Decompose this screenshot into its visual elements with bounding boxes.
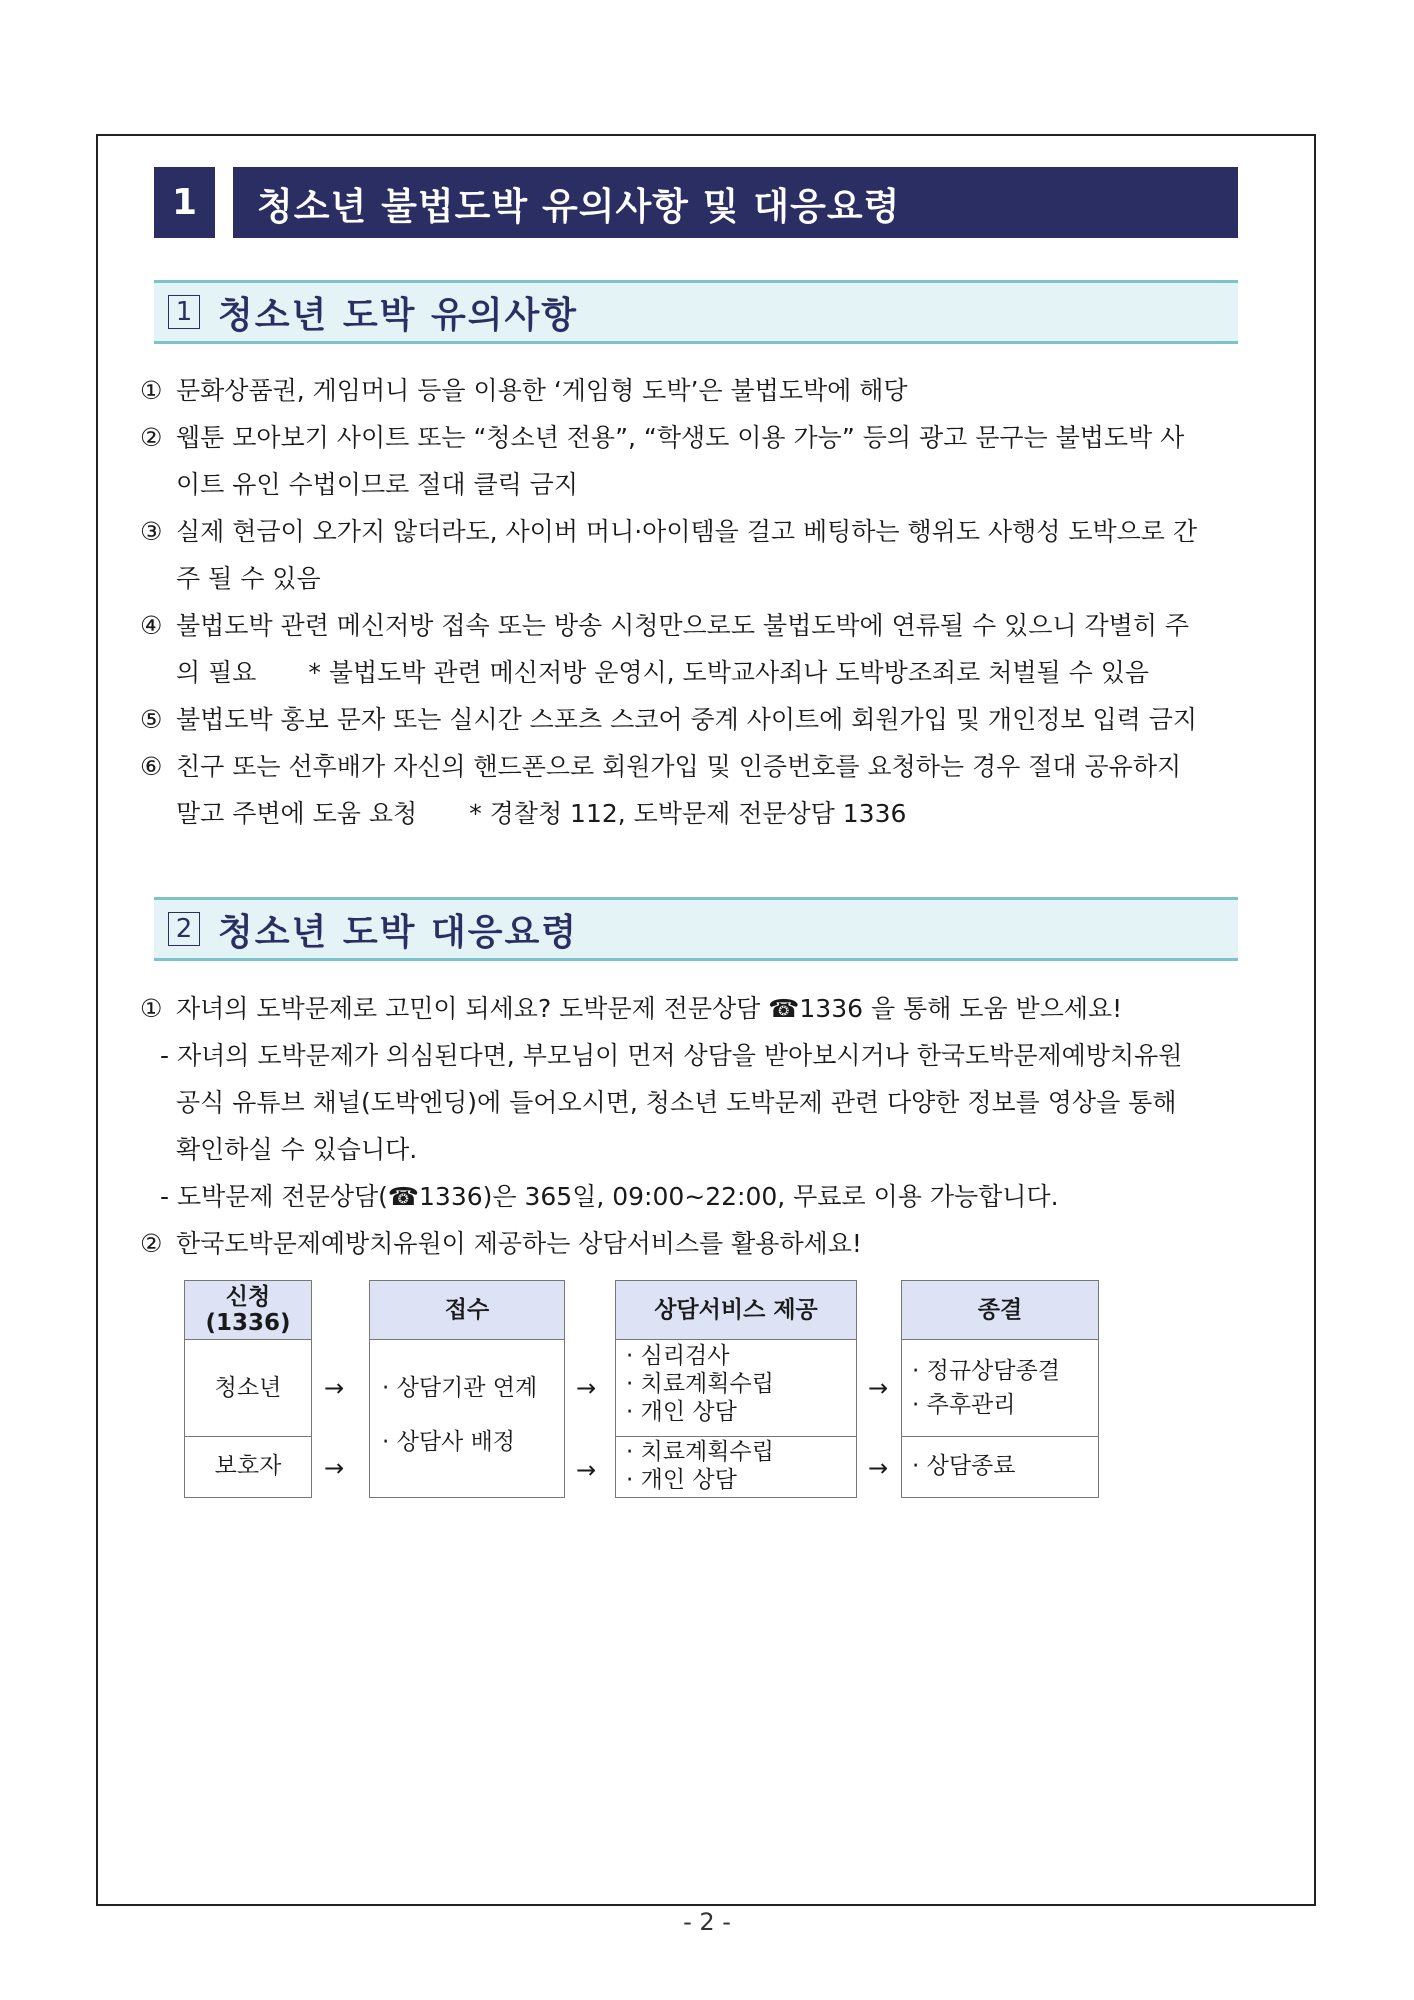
flow-end-youth: · 정규상담종결 · 추후관리	[912, 1358, 1060, 1418]
flow-reception-item: · 상담기관 연계	[382, 1375, 538, 1401]
list-item-cont: 의 필요 * 불법도박 관련 메신저방 운영시, 도박교사죄나 도박방조죄로 처벌될 수 있음	[140, 649, 1280, 696]
list-item: ⑥ 친구 또는 선후배가 자신의 핸드폰으로 회원가입 및 인증번호를 요청하는 경우 절대 공유하지	[140, 752, 1182, 781]
title-number: 1	[154, 167, 215, 238]
section1-number: 1	[168, 295, 200, 329]
section1-header	[154, 280, 1238, 344]
flow-service-guardian: · 치료계획수립 · 개인 상담	[626, 1439, 774, 1493]
divider	[615, 1436, 857, 1437]
list-item-cont: 말고 주변에 도움 요청 * 경찰청 112, 도박문제 전문상담 1336	[140, 790, 1280, 837]
section2-heading: 청소년 도박 대응요령	[218, 911, 579, 953]
section1-heading: 청소년 도박 유의사항	[218, 294, 579, 336]
list-item: ③ 실제 현금이 오가지 않더라도, 사이버 머니·아이템을 걸고 베팅하는 행위도 사행성 도박으로 간	[140, 517, 1198, 546]
flow-service-youth: · 심리검사 · 치료계획수립 · 개인 상담	[626, 1343, 774, 1425]
flow-end-header: 종결	[902, 1281, 1098, 1340]
flow-reception-item: · 상담사 배정	[382, 1429, 516, 1455]
list-item: ① 자녀의 도박문제로 고민이 되세요? 도박문제 전문상담 ☎1336 을 통해 도움 받으세요!	[140, 994, 1123, 1023]
note-text: * 불법도박 관련 메신저방 운영시, 도박교사죄나 도박방조죄로 처벌될 수 있음	[308, 658, 1150, 687]
arrow-icon: →	[576, 1456, 597, 1484]
divider	[901, 1436, 1099, 1437]
note-text: * 경찰청 112, 도박문제 전문상담 1336	[469, 799, 907, 828]
arrow-icon: →	[868, 1374, 889, 1402]
flow-service-header: 상담서비스 제공	[616, 1281, 856, 1340]
divider	[184, 1436, 312, 1437]
page-title: 청소년 불법도박 유의사항 및 대응요령	[233, 167, 1238, 238]
arrow-icon: →	[324, 1374, 345, 1402]
list-item: ⑤ 불법도박 홍보 문자 또는 실시간 스포츠 스코어 중계 사이트에 회원가입 및 개인정보 입력 금지	[140, 705, 1198, 734]
list-item: ④ 불법도박 관련 메신저방 접속 또는 방송 시청만으로도 불법도박에 연류될 수 있으니 각별히 주	[140, 611, 1190, 640]
sub-item: - 자녀의 도박문제가 의심된다면, 부모님이 먼저 상담을 받아보시거나 한국도박문제예방치유원	[160, 1041, 1183, 1070]
list-item-cont: 이트 유인 수법이므로 절대 클릭 금지	[176, 470, 578, 499]
section2-header	[154, 897, 1238, 961]
page-number: - 2 -	[683, 1908, 731, 1936]
list-item: ② 웹툰 모아보기 사이트 또는 “청소년 전용”, “학생도 이용 가능” 등의 광고 문구는 불법도박 사	[140, 423, 1185, 452]
arrow-icon: →	[324, 1454, 345, 1482]
flow-apply-guardian: 보호자	[214, 1453, 282, 1479]
list-item-cont: 주 될 수 있음	[176, 564, 321, 593]
flow-apply-header: 신청 (1336)	[185, 1281, 311, 1340]
flow-reception-header: 접수	[370, 1281, 564, 1340]
sub-item-cont: 공식 유튜브 채널(도박엔딩)에 들어오시면, 청소년 도박문제 관련 다양한 정보를 영상을 통해	[176, 1088, 1177, 1117]
flow-end-guardian: · 상담종료	[912, 1453, 1016, 1479]
flow-apply-youth: 청소년	[214, 1375, 282, 1401]
section2-number: 2	[168, 912, 200, 946]
arrow-icon: →	[576, 1374, 597, 1402]
arrow-icon: →	[868, 1454, 889, 1482]
list-item: ② 한국도박문제예방치유원이 제공하는 상담서비스를 활용하세요!	[140, 1229, 862, 1258]
section2-list	[140, 985, 1280, 1267]
sub-item-cont: 확인하실 수 있습니다.	[176, 1135, 418, 1164]
section1-list	[140, 367, 1280, 837]
list-item: ① 문화상품권, 게임머니 등을 이용한 ‘게임형 도박’은 불법도박에 해당	[140, 376, 908, 405]
sub-item: - 도박문제 전문상담(☎1336)은 365일, 09:00~22:00, 무료로 이용 가능합니다.	[160, 1182, 1059, 1211]
